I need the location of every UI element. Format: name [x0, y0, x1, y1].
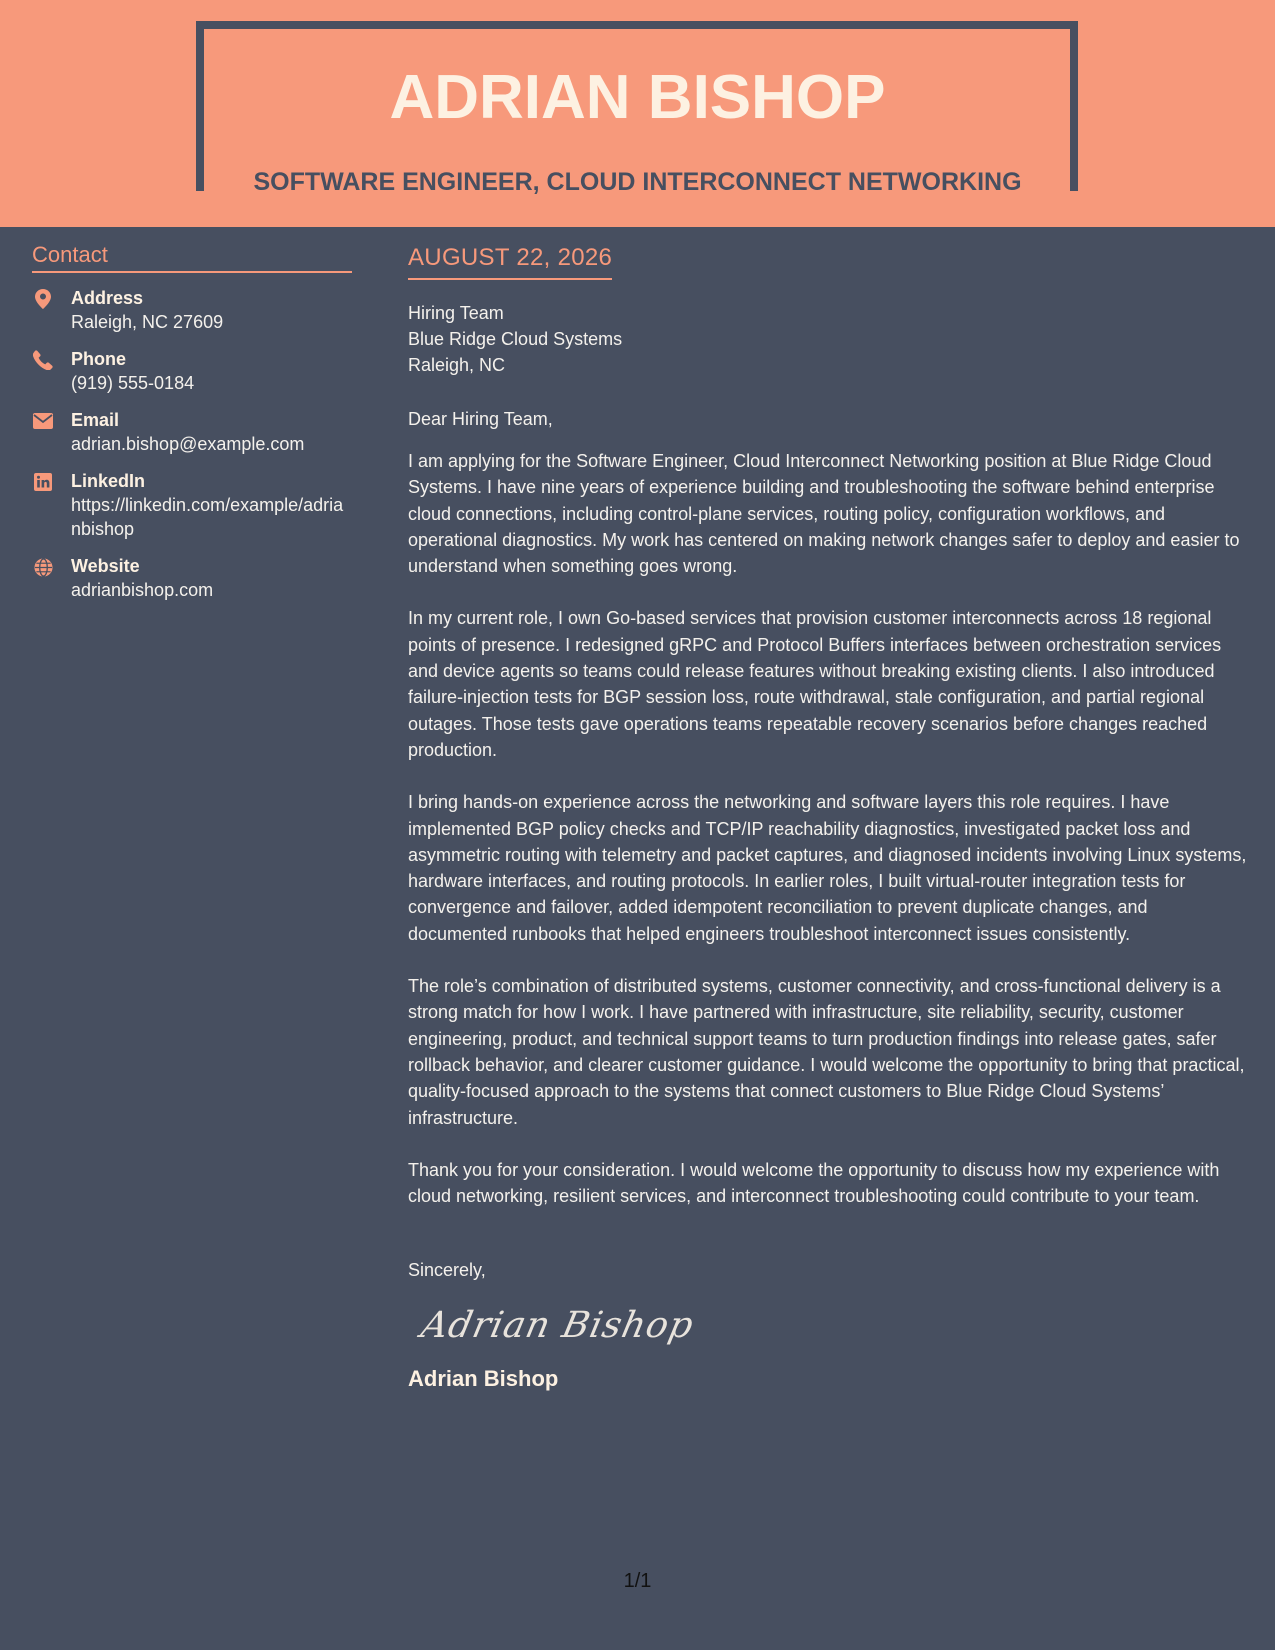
recipient-block — [408, 300, 1248, 378]
letter-date: AUGUST 22, 2026 — [408, 244, 612, 280]
letter-body — [408, 244, 1248, 1392]
contact-value: Raleigh, NC 27609 — [71, 312, 224, 332]
globe-icon — [32, 556, 54, 578]
contact-value: (919) 555-0184 — [71, 373, 195, 393]
contact-email — [32, 408, 352, 456]
letter-paragraph: I am applying for the Software Engineer, Cloud Interconnect Networking position at Blue Ridge Cloud Systems. I have nine years of experience building and troubleshooting the software behind enterprise cloud connections, including control-plane services, routing policy, configuration workflows, and operational diagnostics. My work has centered on making network changes safer to deploy and easier to understand when something goes wrong. — [408, 451, 1240, 577]
letter-paragraph: In my current role, I own Go-based services that provision customer interconnects across 18 regional points of presence. I redesigned gRPC and Protocol Buffers interfaces between orchestration services and device agents so teams could release features without breaking existing clients. I also introduced failure-injection tests for BGP session loss, route withdrawal, stale configuration, and partial regional outages. Those tests gave operations teams repeatable recovery scenarios before changes reached production. — [408, 608, 1222, 760]
contact-website — [32, 554, 352, 602]
recipient-line: Raleigh, NC — [408, 355, 506, 375]
linkedin-icon — [32, 471, 54, 493]
map-pin-icon — [32, 288, 54, 310]
letter-paragraph: Thank you for your consideration. I would welcome the opportunity to discuss how my experience with cloud networking, resilient services, and interconnect troubleshooting could contribute to your team. — [408, 1159, 1220, 1207]
contact-value: adrian.bishop@example.com — [71, 434, 305, 454]
contact-linkedin — [32, 469, 352, 541]
recipient-line: Blue Ridge Cloud Systems — [408, 329, 623, 349]
applicant-name: ADRIAN BISHOP — [389, 63, 886, 132]
letter-paragraph: The role’s combination of distributed systems, customer connectivity, and cross-functional delivery is a strong match for how I work. I have partnered with infrastructure, site reliability, security, customer engineering, product, and technical support teams to turn production findings into release gates, safer rollback behavior, and clearer customer guidance. I would welcome the opportunity to bring that practical, quality-focused approach to the systems that connect customers to Blue Ridge Cloud Systems’ infrastructure. — [408, 976, 1245, 1128]
recipient-line: Hiring Team — [408, 303, 504, 323]
header-banner — [0, 0, 1275, 227]
contact-address — [32, 286, 352, 334]
contact-label: Phone — [71, 349, 127, 369]
handwritten-signature: Adrian Bishop — [417, 1305, 698, 1347]
contact-label: Website — [71, 556, 140, 576]
closing: Sincerely, — [408, 1260, 486, 1281]
contact-value[interactable]: adrianbishop.com — [71, 580, 214, 600]
letter-paragraph: I bring hands-on experience across the networking and software layers this role requires. I have implemented BGP policy checks and TCP/IP reachability diagnostics, investigated packet loss and asymmetric routing with telemetry and packet captures, and diagnosed incidents involving Linux systems, hardware interfaces, and routing protocols. In earlier roles, I built virtual-router integration tests for convergence and failover, added idempotent reconciliation to prevent duplicate changes, and documented runbooks that helped engineers troubleshoot interconnect issues consistently. — [408, 792, 1247, 944]
contact-value[interactable]: https://linkedin.com/example/adrianbishop — [71, 495, 344, 539]
job-title: SOFTWARE ENGINEER, CLOUD INTERCONNECT NETWORKING — [253, 168, 1022, 196]
contact-heading: Contact — [32, 242, 352, 273]
phone-icon — [32, 349, 54, 371]
contact-label: LinkedIn — [71, 471, 146, 491]
salutation: Dear Hiring Team, — [408, 409, 553, 429]
contact-phone — [32, 347, 352, 395]
contact-label: Email — [71, 410, 120, 430]
envelope-icon — [32, 410, 54, 432]
contact-label: Address — [71, 288, 144, 308]
page-number: 1/1 — [623, 1570, 652, 1592]
contact-sidebar — [32, 242, 352, 602]
signer-name: Adrian Bishop — [408, 1366, 559, 1392]
